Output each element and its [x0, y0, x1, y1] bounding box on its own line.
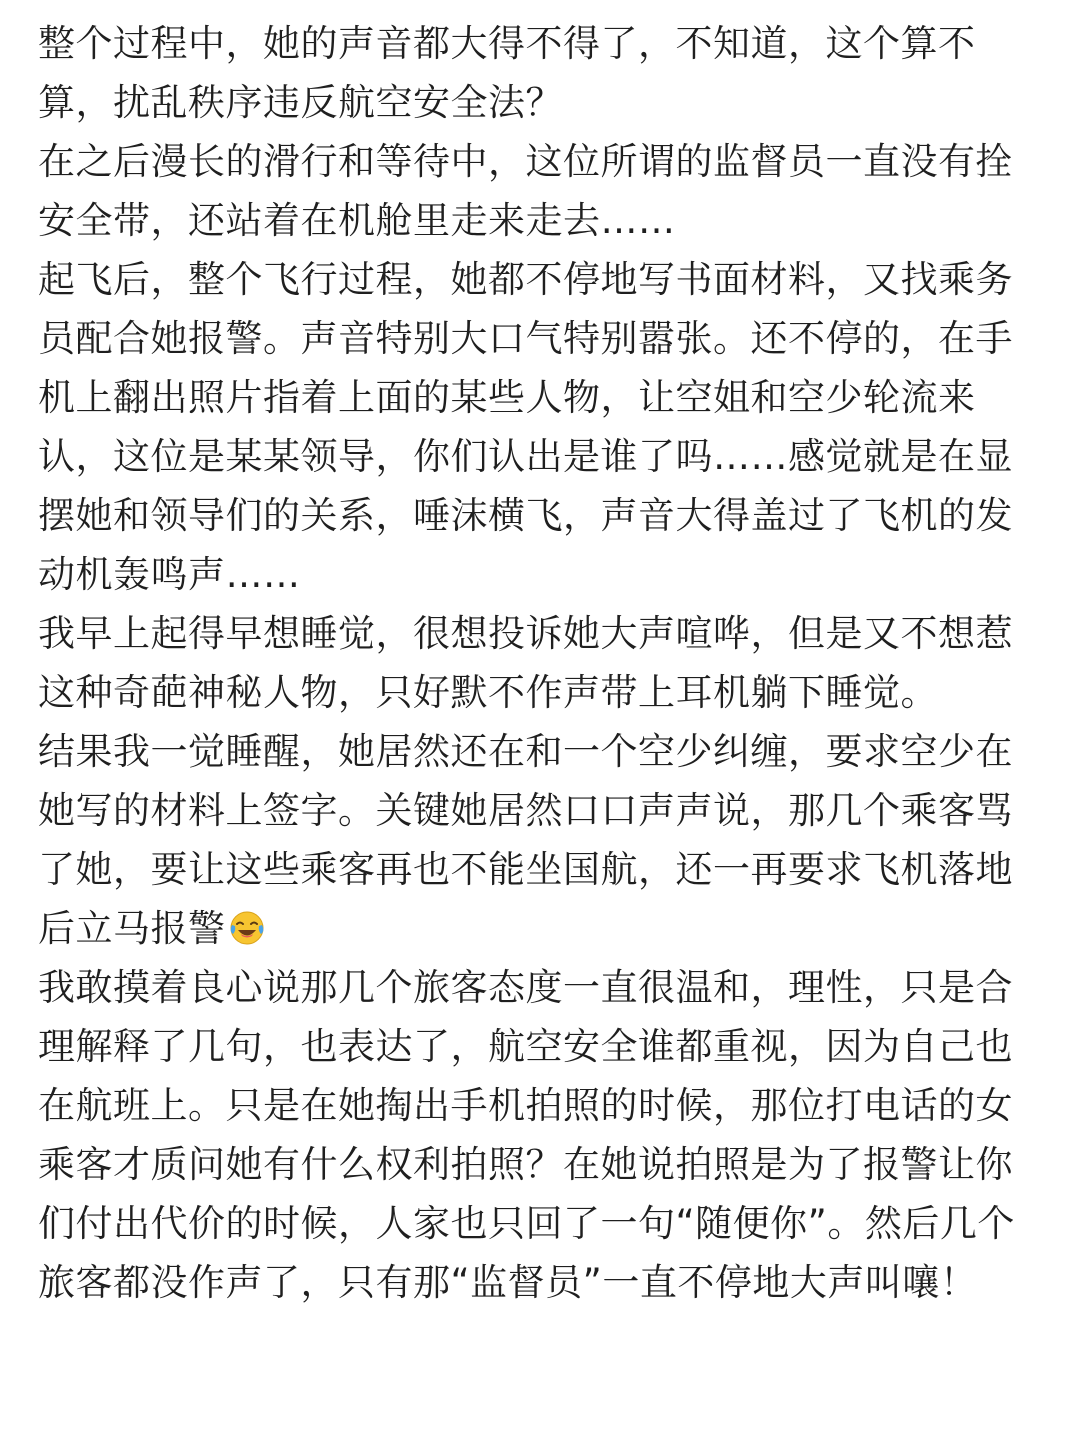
paragraph-2: 在之后漫长的滑行和等待中，这位所谓的监督员一直没有拴安全带，还站着在机舱里走来走去……: [38, 140, 1013, 242]
laughing-crying-icon: [228, 905, 266, 943]
paragraph-5: [38, 722, 1042, 958]
paragraph-4: 我早上起得早想睡觉，很想投诉她大声喧哗，但是又不想惹这种奇葩神秘人物，只好默不作声带上耳机躺下睡觉。: [38, 612, 1013, 714]
paragraph-5-text: 结果我一觉睡醒，她居然还在和一个空少纠缠，要求空少在她写的材料上签字。关键她居然口口声声说，那几个乘客骂了她，要让这些乘客再也不能坐国航，还一再要求飞机落地后立马报警: [38, 730, 1013, 950]
paragraph-6: 我敢摸着良心说那几个旅客态度一直很温和，理性，只是合理解释了几句，也表达了，航空安全谁都重视，因为自己也在航班上。只是在她掏出手机拍照的时候，那位打电话的女乘客才质问她有什么权利拍照？在她说拍照是为了报警让你们付出代价的时候，人家也只回了一句“随便你”。然后几个旅客都没作声了，只有那“监督员”一直不停地大声叫嚷！: [38, 966, 1015, 1304]
paragraph-3: 起飞后，整个飞行过程，她都不停地写书面材料，又找乘务员配合她报警。声音特别大口气特别嚣张。还不停的，在手机上翻出照片指着上面的某些人物，让空姐和空少轮流来认，这位是某某领导，你们认出是谁了吗……感觉就是在显摆她和领导们的关系，唾沫横飞，声音大得盖过了飞机的发动机轰鸣声……: [38, 258, 1013, 596]
paragraph-1: 整个过程中，她的声音都大得不得了，不知道，这个算不算，扰乱秩序违反航空安全法？: [38, 22, 976, 124]
